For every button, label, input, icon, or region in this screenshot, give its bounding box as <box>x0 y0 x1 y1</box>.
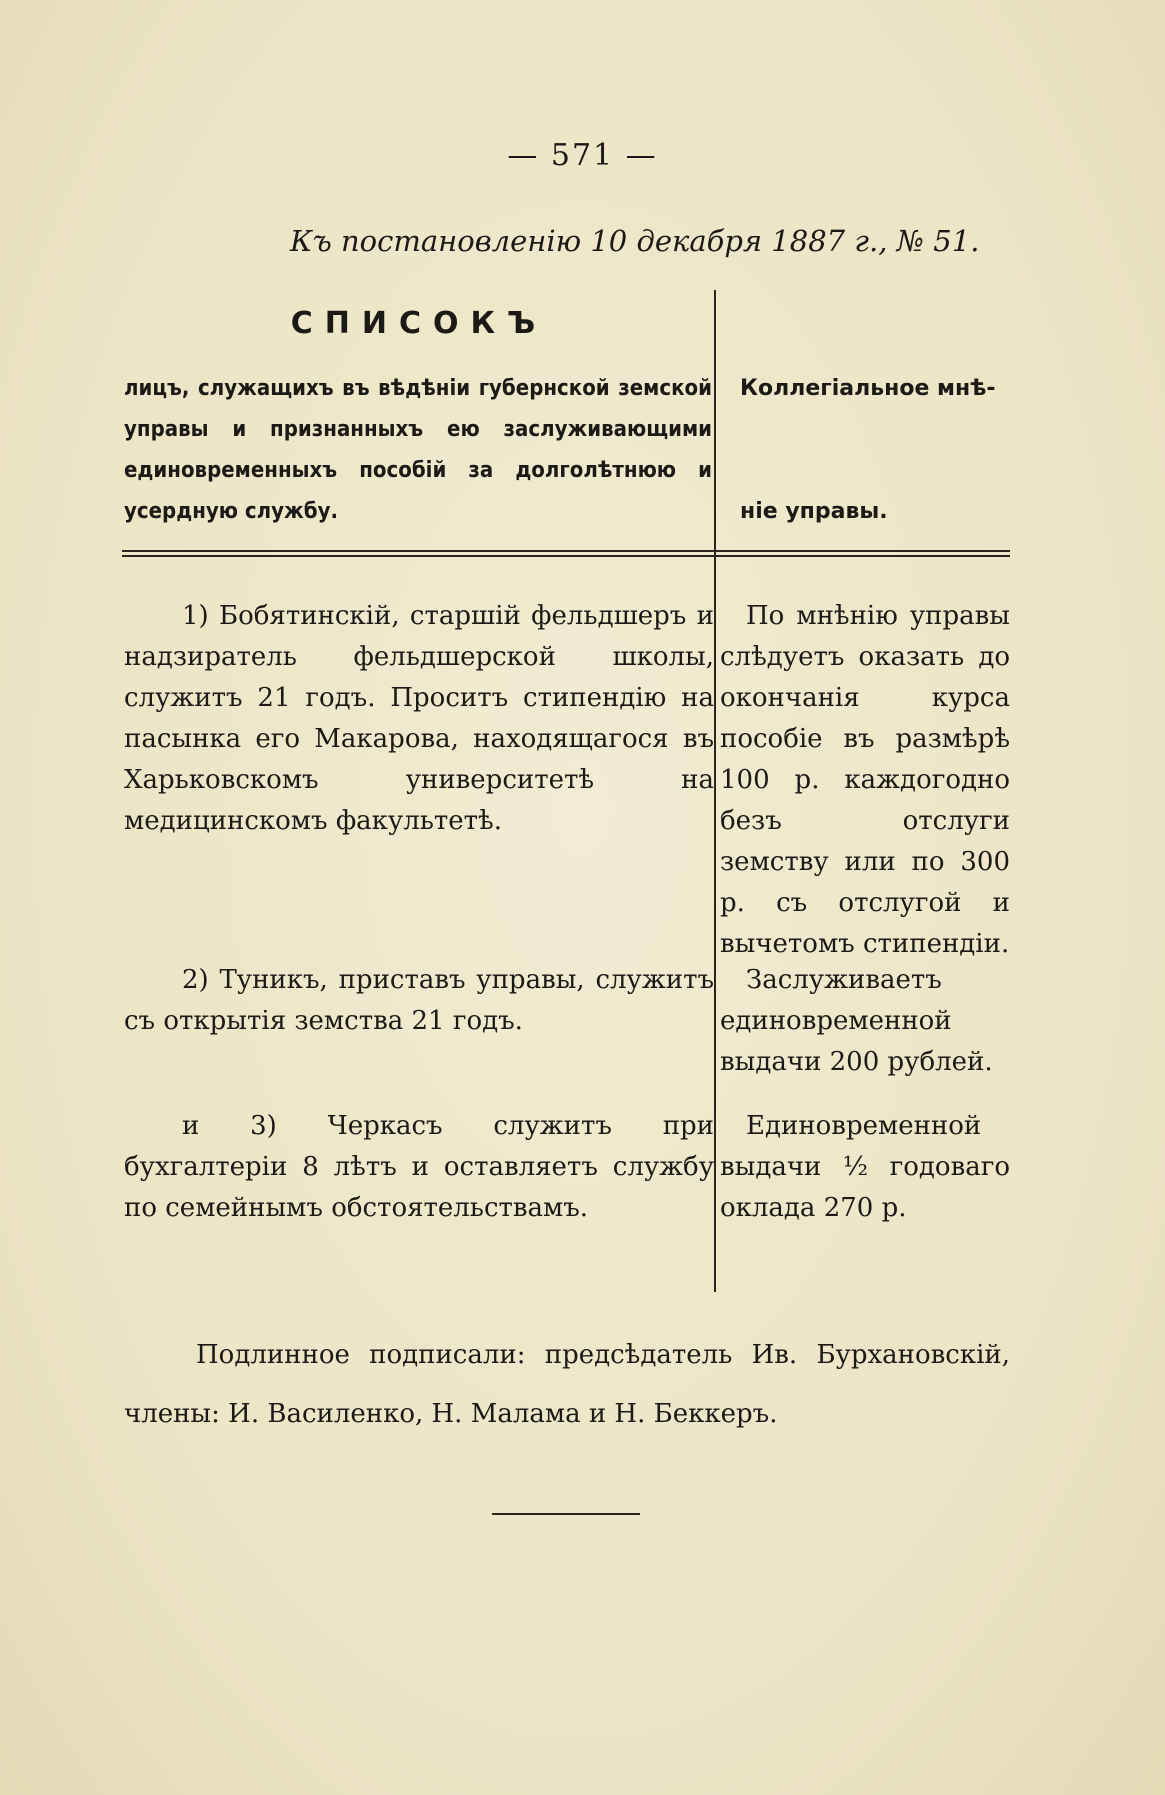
entry-opinion-3-text: Единовременной выдачи ½ годоваго оклада 270 р. <box>720 1111 1010 1223</box>
opinion-header-line-2: ніе управы. <box>740 499 888 524</box>
entry-person-2-text: 2) Туникъ, приставъ управы, служитъ съ открытія земства 21 годъ. <box>124 965 714 1036</box>
opinion-column-header <box>740 368 1010 532</box>
opinion-header-line-1: Коллегіальное мнѣ- <box>740 376 996 401</box>
signatures-paragraph <box>124 1326 1010 1444</box>
entry-opinion-3 <box>720 1106 1010 1229</box>
entry-person-2 <box>124 960 714 1042</box>
header-rule <box>122 550 1010 557</box>
column-divider <box>714 290 716 1292</box>
entry-person-1-text: 1) Бобятинскій, старшій фельдшеръ и надзиратель фельдшерской школы, служитъ 21 годъ. Проситъ стипендію на пасынка его Макарова, находящагося въ Харьковскомъ университетѣ на медицинскомъ факультетѣ. <box>124 601 714 836</box>
entry-person-1 <box>124 596 714 842</box>
entry-opinion-1 <box>720 596 1010 965</box>
page-number: — 571 — <box>507 138 658 173</box>
decree-reference: Къ постановленію 10 декабря 1887 г., № 51. <box>290 224 980 258</box>
entry-opinion-2-text: Заслуживаетъ единовременной выдачи 200 рублей. <box>720 965 993 1077</box>
entry-person-3 <box>124 1106 714 1229</box>
entry-opinion-2 <box>720 960 1010 1083</box>
entry-person-3-text: и 3) Черкасъ служитъ при бухгалтеріи 8 лѣтъ и оставляетъ службу по семейнымъ обстоятельствамъ. <box>124 1111 714 1223</box>
list-subtitle: лицъ, служащихъ въ вѣдѣніи губернской земской управы и признанныхъ ею заслуживающими единовременныхъ пособій за долголѣтнюю и усердную службу. <box>124 376 712 524</box>
entry-opinion-1-text: По мнѣнію управы слѣдуетъ оказать до окончанія курса пособіе въ размѣрѣ 100 р. каждогодно безъ отслуги земству или по 300 р. съ отслугой и вычетомъ стипендіи. <box>720 601 1010 959</box>
signatures-text: Подлинное подписали: предсѣдатель Ив. Бурхановскій, члены: И. Василенко, Н. Малама и Н. Беккеръ. <box>124 1340 1010 1429</box>
list-title: СПИСОКЪ <box>290 306 548 341</box>
end-rule <box>492 1513 640 1515</box>
